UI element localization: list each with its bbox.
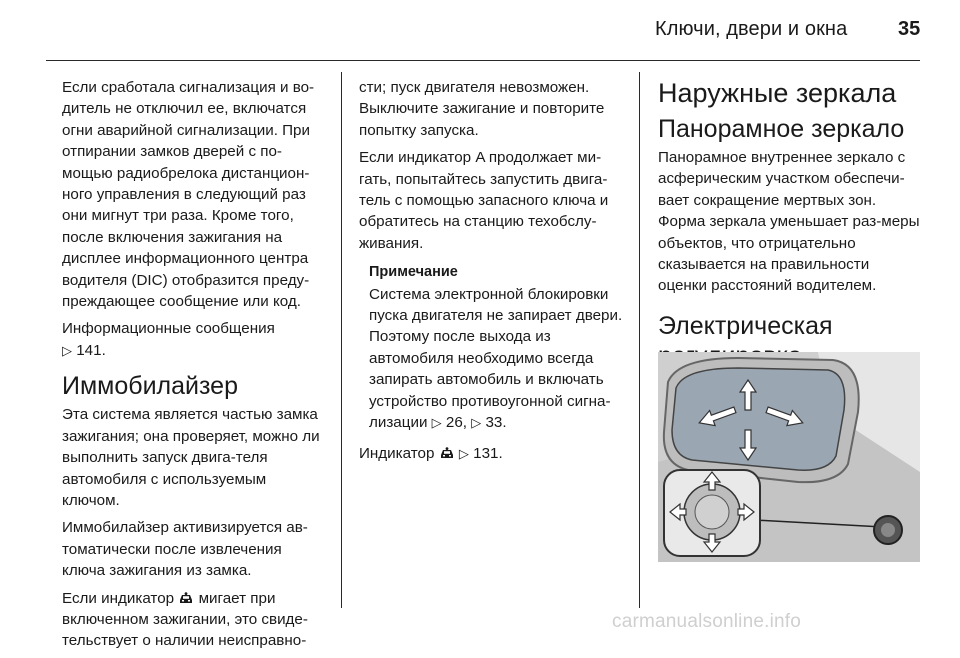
page-header-title: Ключи, двери и окна bbox=[655, 18, 848, 40]
xref-triangle-icon: ▷ bbox=[62, 343, 72, 359]
column-2 bbox=[359, 77, 627, 471]
footer-watermark: carmanualsonline.info bbox=[612, 611, 802, 632]
paragraph-panoramic: Панорамное внутреннее зеркало с асферическим участком обеспечи-вает сокращение мертвых зон. Форма зеркала уменьшает раз-меры объектов, что отрицательно сказывается на правильности оценки расстояний водителем. bbox=[658, 149, 920, 295]
heading-electric-adjust: Электрическая bbox=[658, 311, 833, 340]
car-key-icon bbox=[178, 592, 194, 605]
xref-triangle-icon: ▷ bbox=[471, 416, 482, 432]
column-divider-2 bbox=[639, 72, 640, 608]
paragraph-immobilizer-3 bbox=[62, 588, 328, 652]
xref-triangle-icon: ▷ bbox=[431, 416, 442, 432]
xref-triangle-icon: ▷ bbox=[458, 446, 469, 462]
paragraph-immobilizer-2: Иммобилайзер активизируется ав-томатически после извлечения ключа зажигания из замка. bbox=[62, 519, 308, 580]
note-text: Система электронной блокировки пуска двигателя не запирает двери. Поэтому после выхода из автомобиля необходимо всегда запирать автомобиль и включать устройство противоугонной сигна-лизации bbox=[369, 285, 623, 432]
paragraph-info-messages bbox=[62, 318, 328, 362]
note-body bbox=[369, 284, 627, 435]
paragraph-immobilizer-1: Эта система является частью замка зажигания; она проверяет, можно ли выполнить запуск двига-теля автомобиля с используемым ключом. bbox=[62, 406, 320, 509]
paragraph-indicator bbox=[359, 443, 627, 465]
heading-exterior-mirrors: Наружные зеркала bbox=[658, 78, 897, 108]
column-divider-1 bbox=[341, 72, 342, 608]
indicator-text-a: Если индикатор bbox=[62, 589, 175, 607]
paragraph-cont: сти; пуск двигателя невозможен. Выключите зажигание и повторите попытку запуска. bbox=[359, 79, 605, 139]
column-3 bbox=[658, 77, 922, 375]
note-title: Примечание bbox=[369, 264, 458, 281]
page-number: 35 bbox=[898, 18, 921, 40]
indicator-text-b: мигает при включенном зажигании, это свиде-тельствует о наличии неисправно- bbox=[62, 589, 308, 650]
car-key-icon bbox=[439, 447, 455, 460]
info-messages-text: Информационные сообщения bbox=[62, 320, 275, 338]
mirror-adjust-illustration bbox=[658, 352, 920, 562]
heading-panoramic-mirror: Панорамное зеркало bbox=[658, 115, 905, 143]
info-messages-ref[interactable]: 141. bbox=[76, 341, 106, 359]
header-divider bbox=[46, 60, 920, 61]
note-ref-1[interactable]: 26, bbox=[445, 414, 468, 432]
paragraph-spare-key: Если индикатор A продолжает ми-гать, попытайтесь запустить двига-тель с помощью запасного ключа и обратитесь на станцию техобслу-живания. bbox=[359, 149, 609, 252]
indicator-label: Индикатор bbox=[359, 444, 435, 462]
indicator-ref[interactable]: 131. bbox=[473, 444, 503, 462]
note-box bbox=[369, 262, 627, 434]
note-ref-2[interactable]: 33. bbox=[485, 414, 507, 432]
paragraph-alarm: Если сработала сигнализация и во-дитель не отключил ее, включатся огни аварийной сигнализации. При отпирании замков дверей с по-мощью радиобрелока дистанцион-ного управления в следующий раз они мигнут три раза. Кроме того, после включения зажигания на дисплее информационного центра водителя (DIC) отобразится преду-преждающее сообщение или код. bbox=[62, 79, 315, 311]
heading-immobilizer: Иммобилайзер bbox=[62, 372, 238, 401]
column-1 bbox=[62, 77, 328, 658]
